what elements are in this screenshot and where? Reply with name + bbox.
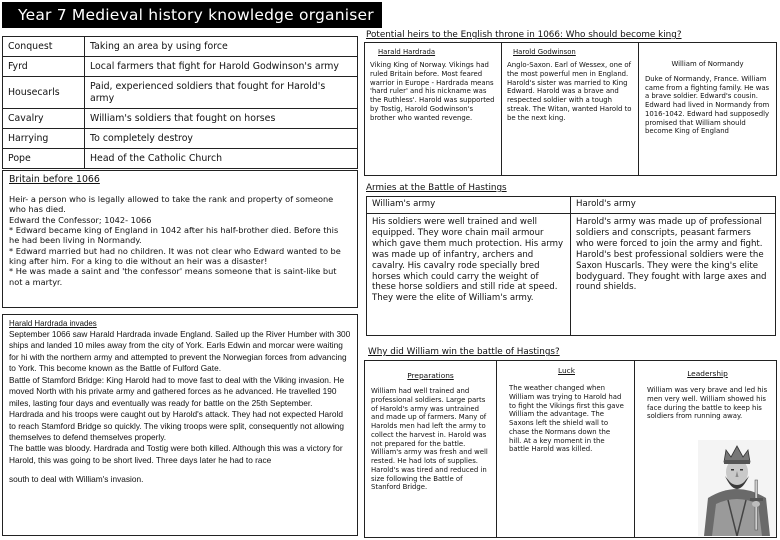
keyword-term: Conquest (3, 37, 85, 57)
heirs-heading: Potential heirs to the English throne in 1066: Who should become king? (366, 30, 682, 40)
invades-text: September 1066 saw Harald Hardrada invade England. Sailed up the River Humber with 300 ships and landed 10 miles away from the city of York. Earls Edwin and morcar were waiting for hi with the northern army and attempted to prevent the Norwegian forces from advancing to York. This become known as the Battle of Fulford Gate. (9, 329, 351, 374)
heir-text: Duke of Normandy, France. William came from a fighting family. He was a brave soldier. Edward's cousin. Edward had lived in Normandy from 1016-1042. Edward had supposedly promised that William should become King of England (645, 74, 770, 136)
britain-heading: Britain before 1066 (9, 174, 100, 185)
table-row (367, 214, 776, 336)
why-column-text: William had well trained and professional soldiers. Large parts of Harold's army was untrained and made up of farmers. Many of Harolds men had left the army to collect the harvest in. Harold was not prepared for the battle. William's army was fresh and well rested. He had lots of supplies. Harold's was tired and reduced in size following the Battle of Stanford Bridge. (371, 387, 488, 492)
keyword-term: Cavalry (3, 109, 85, 129)
table-row (3, 57, 358, 77)
heir-name: Harold Godwinson (513, 48, 576, 56)
why-column-title: Leadership (687, 369, 728, 378)
invades-box (2, 314, 358, 536)
keyword-definition: Head of the Catholic Church (85, 149, 358, 169)
page-title: Year 7 Medieval history knowledge organiser (2, 2, 382, 28)
keyword-definition: Taking an area by using force (85, 37, 358, 57)
why-column-title: Preparations (407, 371, 454, 380)
keyword-term: Fyrd (3, 57, 85, 77)
table-row (3, 109, 358, 129)
britain-line: * Edward became king of England in 1042 after his half-brother died. Before this he had been living in Normandy. (9, 224, 339, 246)
heir-text: Viking King of Norway. Vikings had ruled Britain before. Most feared warrior in Europe - Hardrada means 'hard ruler' and his nickname was the Ruthless'. Harold was supported by Tostig, Harold Godwinson's brother who wanted revenge. (370, 61, 495, 122)
armies-heading: Armies at the Battle of Hastings (366, 183, 507, 193)
table-row (3, 149, 358, 169)
why-column-text: The weather changed when William was trying to Harold had to fight the Vikings first this gave William the advantage. The Saxons left the shield wall to chase the Normans down the hill. At a key moment in the battle Harold was killed. (509, 384, 624, 454)
why-heading: Why did William win the battle of Hastings? (368, 347, 560, 357)
why-column-text: William was very brave and led his men very well. William showed his face during the battle to keep his soldiers from running away. (647, 386, 768, 421)
keywords-table (2, 36, 358, 169)
heirs-box (364, 42, 777, 176)
heir-text: Anglo-Saxon. Earl of Wessex, one of the most powerful men in England. Harold's sister was married to King Edward. Harold was a brave and respected soldier with a tough streak. The Witan, wanted Harold to be the next king. (507, 61, 632, 122)
why-column-luck (497, 361, 635, 537)
table-row (3, 77, 358, 109)
invades-text: south to deal with William's invasion. (9, 474, 144, 485)
britain-line: Heir- a person who is legally allowed to take the rank and property of someone who has died. (9, 194, 334, 215)
keyword-definition: To completely destroy (85, 129, 358, 149)
keyword-definition: Paid, experienced soldiers that fought for Harold's army (85, 77, 358, 109)
keyword-definition: William's soldiers that fought on horses (85, 109, 358, 129)
britain-line: * He was made a saint and 'the confessor' means someone that is saint-like but not a martyr. (9, 266, 337, 287)
heir-name: William of Normandy (671, 60, 744, 68)
armies-table (366, 196, 776, 336)
harold-army-text: Harold's army was made up of professional soldiers and conscripts, peasant farmers who were forced to join the army and fight. Harold's best professional soldiers were the Saxon Huscarls. They were the king's elite bodyguard. They fought with large axes and round shields. (571, 214, 776, 336)
why-column-title: Luck (557, 366, 575, 375)
heir-column-william (639, 43, 776, 175)
table-row (3, 129, 358, 149)
table-row (3, 37, 358, 57)
keyword-term: Pope (3, 149, 85, 169)
keyword-term: Housecarls (3, 77, 85, 109)
keyword-term: Harrying (3, 129, 85, 149)
britain-box (2, 170, 358, 308)
heir-column-godwinson (502, 43, 639, 175)
invades-heading: Harald Hardrada invades (9, 319, 97, 328)
keyword-definition: Local farmers that fight for Harold Godwinson's army (85, 57, 358, 77)
heir-column-hardrada (365, 43, 502, 175)
heir-name: Harald Hardrada (378, 48, 436, 56)
invades-text: Battle of Stamford Bridge: King Harold had to move fast to deal with the Viking invasion. He moved North with his private army and gathered forces as he advanced. He travelled 190 miles, lasting four days and eventually was ready for battle on the 25th September. (9, 374, 345, 408)
harold-army-heading: Harold's army (571, 197, 776, 214)
why-column-preparations (365, 361, 497, 537)
king-portrait-image (698, 440, 776, 536)
britain-line: Edward the Confessor; 1042- 1066 (9, 214, 152, 225)
william-army-heading: William's army (367, 197, 571, 214)
britain-line: * Edward married but had no children. It was not clear who Edward wanted to be king after him. For a king to die without an heir was a disaster! (9, 245, 341, 266)
william-army-text: His soldiers were well trained and well equipped. They wore chain mail armour which gave them much protection. His army was made up of infantry, archers and cavalry. His cavalry rode specially bred horses which could carry the weight of these horse soldiers and still ride at speed. They were the elite of William's army. (367, 214, 571, 336)
table-row (367, 197, 776, 214)
invades-text: Hardrada and his troops were caught out by Harold's attack. They had not expected Harold to reach Stamford Bridge so quickly. The viking troops were split, consequently not allowing themselves to defend themselves properly. (9, 409, 344, 442)
invades-text: The battle was bloody. Hardrada and Tostig were both killed. Although this was a victory for Harold, this was going to be short lived. Three days later he had to race (9, 443, 343, 465)
